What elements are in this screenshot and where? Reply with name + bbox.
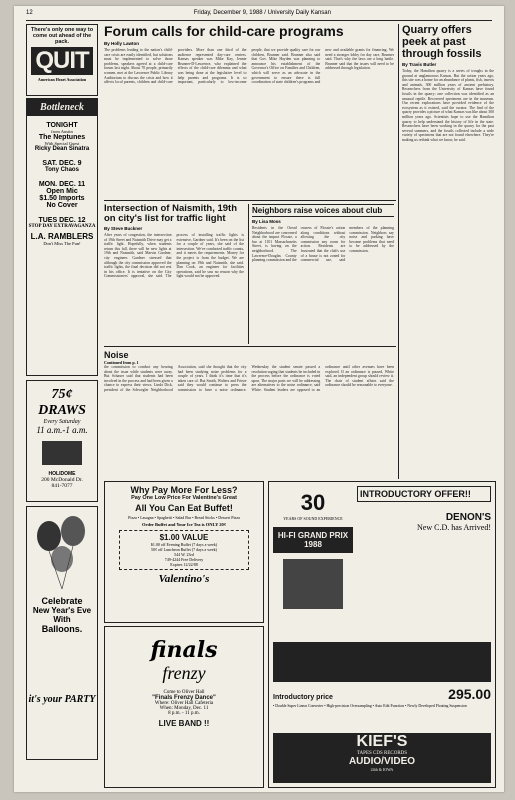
buffet-ad: [104, 481, 264, 623]
mon-line1: Open Mic: [46, 188, 78, 195]
draws-line: Every Saturday: [43, 419, 81, 425]
noise-headline: Noise: [104, 350, 129, 360]
store-tag: TAPES CDS RECORDS: [356, 751, 408, 756]
child-care-story: [104, 24, 394, 200]
price-block: [273, 642, 491, 722]
newspaper-page: [14, 6, 504, 792]
price-features: • Double Super Linear Converter • High-precision Oversampling • Auto Edit Function • Newly Developed Floating Suspension: [273, 704, 467, 708]
quarry-body: Today, the Hamilton quarry is a series of troughs in the ground at unglamorous Kansas. But the action years ago, this site was a home for an abundance of plants, fish, insects and animals, 300 million years of ancient prehistory. Researchers from the University of Kansas have found fossils in the quarry; one collection was identified as an unusual reptile. Recovered specimens are in the museum. Our recent explorations have provided evidence of the ecosystem as it existed, said the curator. The find of the quarry provides a picture of what Kansas was like about 300 million years ago. Scientists hope to use the Hamilton quarry to help understand the history of life in the state. Researchers have been working in the quarry for the past several summers, and the fossils collected include a wide variety of specimens that are not found elsewhere. They're making us rethink what we know, he said.: [402, 69, 494, 142]
hifi-badge: HI-FI GRAND PRIX 1988: [273, 527, 353, 553]
years-badge: [273, 490, 353, 615]
buffet-line4: Order Buffet and Your Ice Tea is ONLY 20¢: [141, 522, 227, 527]
holidome-phone: 841-7077: [51, 483, 73, 489]
coupon-line2: 50¢ off Luncheon Buffet (7 days a week): [151, 547, 217, 552]
finals-when: When: Monday, Dec. 11: [159, 706, 209, 711]
tues-line: STOP DAY EXTRAVAGANZA: [28, 224, 96, 229]
bottleneck-logo: Bottleneck: [27, 99, 97, 116]
noise-continued: Continued from p. 1: [104, 360, 139, 365]
neighbors-byline: By Lisa Moss: [252, 219, 281, 224]
years-number: 30: [300, 490, 326, 515]
buffet-expires: Expires 12/22/88: [170, 562, 198, 567]
buffet-phone: 749-4244 Free Delivery: [164, 557, 204, 562]
holidome-address: 200 McDonald Dr.: [41, 477, 83, 483]
denon-brand: DENON'S: [445, 512, 491, 523]
kiefs-audio-ad: [268, 481, 496, 788]
tues-band: L.A. RAMBLERS: [30, 232, 94, 241]
sat-band: Tony Chaos: [45, 167, 79, 173]
offer-block: [357, 486, 491, 532]
draws-title: 75¢ DRAWS: [38, 387, 86, 418]
intersection-headline: Intersection of Naismith, 19th on city's list for traffic light: [104, 204, 238, 224]
price-label: Introductory price: [273, 694, 333, 701]
bottleneck-ad: [26, 98, 98, 376]
left-ad-column: [26, 24, 98, 786]
dateline: Friday, December 9, 1988 / University Daily Kansan: [193, 10, 331, 16]
heart-association: American Heart Association: [37, 77, 87, 82]
coupon-line1: $1.00 off Evening Buffet (7 days a week): [150, 542, 218, 547]
cd-player-image: [283, 559, 343, 609]
buffet-line1: Why Pay More For Less?: [130, 485, 238, 495]
quarry-headline: Quarry offers peek at past through fossils: [402, 24, 482, 60]
buffet-line2: Pay One Low Price For Valentine's Great: [131, 495, 237, 501]
store-address: 24th & IOWA: [370, 767, 394, 772]
mon-label: MON. DEC. 11: [38, 181, 86, 188]
mon-line3: No Cover: [46, 202, 78, 209]
draws-time: 11 a.m.-1 a.m.: [36, 425, 88, 435]
quit-tagline: There's only one way to come out ahead of the pack.: [30, 27, 94, 45]
quit-logo: QUIT: [31, 47, 93, 75]
noise-story: [104, 350, 394, 476]
party-line1: Celebrate: [41, 596, 83, 606]
tonight-guest: With Special Guest: [44, 141, 80, 146]
tonight-guest-name: Ricky Dean Sinatra: [34, 146, 90, 152]
child-care-byline: By Holly Lawton: [104, 41, 140, 46]
child-care-headline: Forum calls for child-care programs: [104, 24, 344, 39]
party-line4: Balloons.: [41, 624, 83, 634]
balloons-icon: [29, 511, 95, 591]
noise-body: the commission to conduct any hearing about the issue while students were away. But Schauer said that students had been involved in the process and had been given a chance to express their views. Linda Dick, president of the Schwegler Neighborhood Association, said she thought that the city had been studying noise problems for a couple of years. I think it's time that it's taken care of. But Smith, Walters and Frieze said they would continue to press the commission to have a noise ordinance. Wednesday the student senate passed a resolution urging that students be included in the process before the ordinance is voted upon. The major parts we will be addressing are alternatives to the noise ordinance, said White. Student leaders are opposed to an ordinance until other avenues have been explored. If an ordinance is passed, White said, an independent group should review it. The chair of student affairs said the ordinance should be reasonable to everyone.: [104, 365, 394, 392]
intersection-byline: By Steve Buckner: [104, 226, 143, 231]
valentinos-logo: Valentino's: [158, 573, 210, 585]
holidome-name: HOLIDOME: [48, 471, 76, 477]
price-value: 295.00: [448, 686, 491, 702]
sat-label: SAT. DEC. 9: [42, 160, 82, 167]
buffet-coupon[interactable]: [119, 530, 249, 570]
coupon-title: $1.00 VALUE: [159, 533, 209, 542]
new-cd-text: New C.D. has Arrived!: [417, 523, 491, 532]
intersection-story: [104, 204, 244, 344]
finals-time: 8 p.m. - 11 p.m.: [168, 711, 200, 716]
party-ad: [26, 506, 98, 760]
child-care-body: The problems leading to the nation's child-care crisis are easily identified, but solutions must be implemented to solve those problems, speakers agreed at a child-care forum last night. About 70 people, primarily women, met at the Lawrence Public Library Auditorium to discuss the crisis and how it affects local parents, children and child-care providers. More than one third of the audience represented day-care centers. Kansas speaker was Mike Kay, Jennie Brunner-D-Lawrence, who explained the effects of the child-care dilemma and what was being done at the legislative level to help parents and programs. It is so important, particularly to low-income people, that we provide quality care for our children, Brunner said. Brunner also said that Gov. Mike Hayden was planning to announce his establishment of the Governor's Office on Families and Children, which will serve as an advocate in the government to ensure there is full coordination of state children's programs and new and available grants for financing. We need a stronger lobby for day care, Brunner said. That's why the laws are a long battle. Brunner said that the issues will need to be addressed through legislation.: [104, 48, 394, 85]
page-number: 12: [26, 10, 33, 16]
neighbors-story: [252, 204, 394, 344]
finals-come: Come to Oliver Hall: [163, 690, 205, 695]
tonight-label: TONIGHT: [46, 122, 78, 129]
page-header: [26, 10, 492, 21]
cd-unit-image: [273, 642, 491, 682]
party-shop-logo: it's your PARTY: [28, 694, 96, 705]
finals-band: LIVE BAND !!: [158, 719, 210, 728]
quarry-story: [402, 24, 494, 476]
tonight-from: from Austin: [51, 129, 73, 134]
quit-ad: [26, 24, 98, 96]
draws-ad: [26, 380, 98, 502]
finals-subtitle: frenzy: [162, 663, 206, 683]
holidome-logo: [42, 441, 82, 465]
neighbors-headline: Neighbors raise voices about club: [252, 204, 394, 217]
party-line2: New Year's Eve: [32, 606, 92, 615]
mon-line2: $1.50 Imports: [39, 195, 85, 202]
kiefs-logo: [273, 733, 491, 783]
intro-offer: INTRODUCTORY OFFER!!: [357, 486, 491, 502]
quarry-byline: By Travis Butler: [402, 62, 437, 67]
intersection-body: After years of congestion, the intersection of 19th Street and Naismith Drive may get a traffic light. Hopefully, when students return this fall, there will be new lights at 19th and Naismith, said Marvin Gardner, city engineer. Gardner stressed that although the city commission approved the traffic lights, the final decision did not rest in his office. It is tentative on the City Commissioners' approval, she said. The process of installing traffic lights is extensive, Gardner said. It's been on the list for a couple of years, she said of the intersection. We've conducted traffic counts, and it meets the requirements. Money for the project is from the budget. We are planning on 19th and Naismith, she said. Dan Cook, an engineer for facilities operations, said he saw no reason why the light would not be approved.: [104, 233, 244, 279]
store-name: KIEF'S: [356, 733, 408, 750]
store-sub: AUDIO/VIDEO: [348, 756, 416, 767]
party-line3: With: [53, 615, 71, 624]
finals-title: finals: [150, 637, 218, 663]
buffet-items: Pizza • Lasagna • Spaghetti • Salad Bar • Bread Sticks • Dessert Pizza: [128, 515, 240, 520]
neighbors-body: Residents in the Oread Neighborhood are concerned about the impact Flossie, a bar at 1101 Massachusetts Street, is having on the neighborhood. The Lawrence-Douglas County planning commission and the owners of Flossie's action along conditions without allowing the city commission any room for action. Residents are frustrated that the club's use of a house is not zoned for commercial use, said members of the planning commission. Neighbors say noise and parking have become problems that need to be addressed by the commission.: [252, 226, 394, 263]
tues-label: TUES DEC. 12: [38, 217, 86, 224]
buffet-address: 544 W. 23rd: [174, 552, 194, 557]
tonight-band: The Neptunes: [38, 134, 86, 141]
finals-frenzy-ad: [104, 626, 264, 788]
tues-note: Don't Miss The Fun!: [43, 241, 81, 246]
finals-text: "Finals Frenzy Dance": [152, 695, 216, 701]
finals-where: Where: Oliver Hall Cafeteria: [154, 701, 214, 706]
years-text: YEARS OF SOUND EXPERIENCE: [283, 516, 343, 521]
buffet-line3: All You Can Eat Buffet!: [135, 503, 233, 513]
